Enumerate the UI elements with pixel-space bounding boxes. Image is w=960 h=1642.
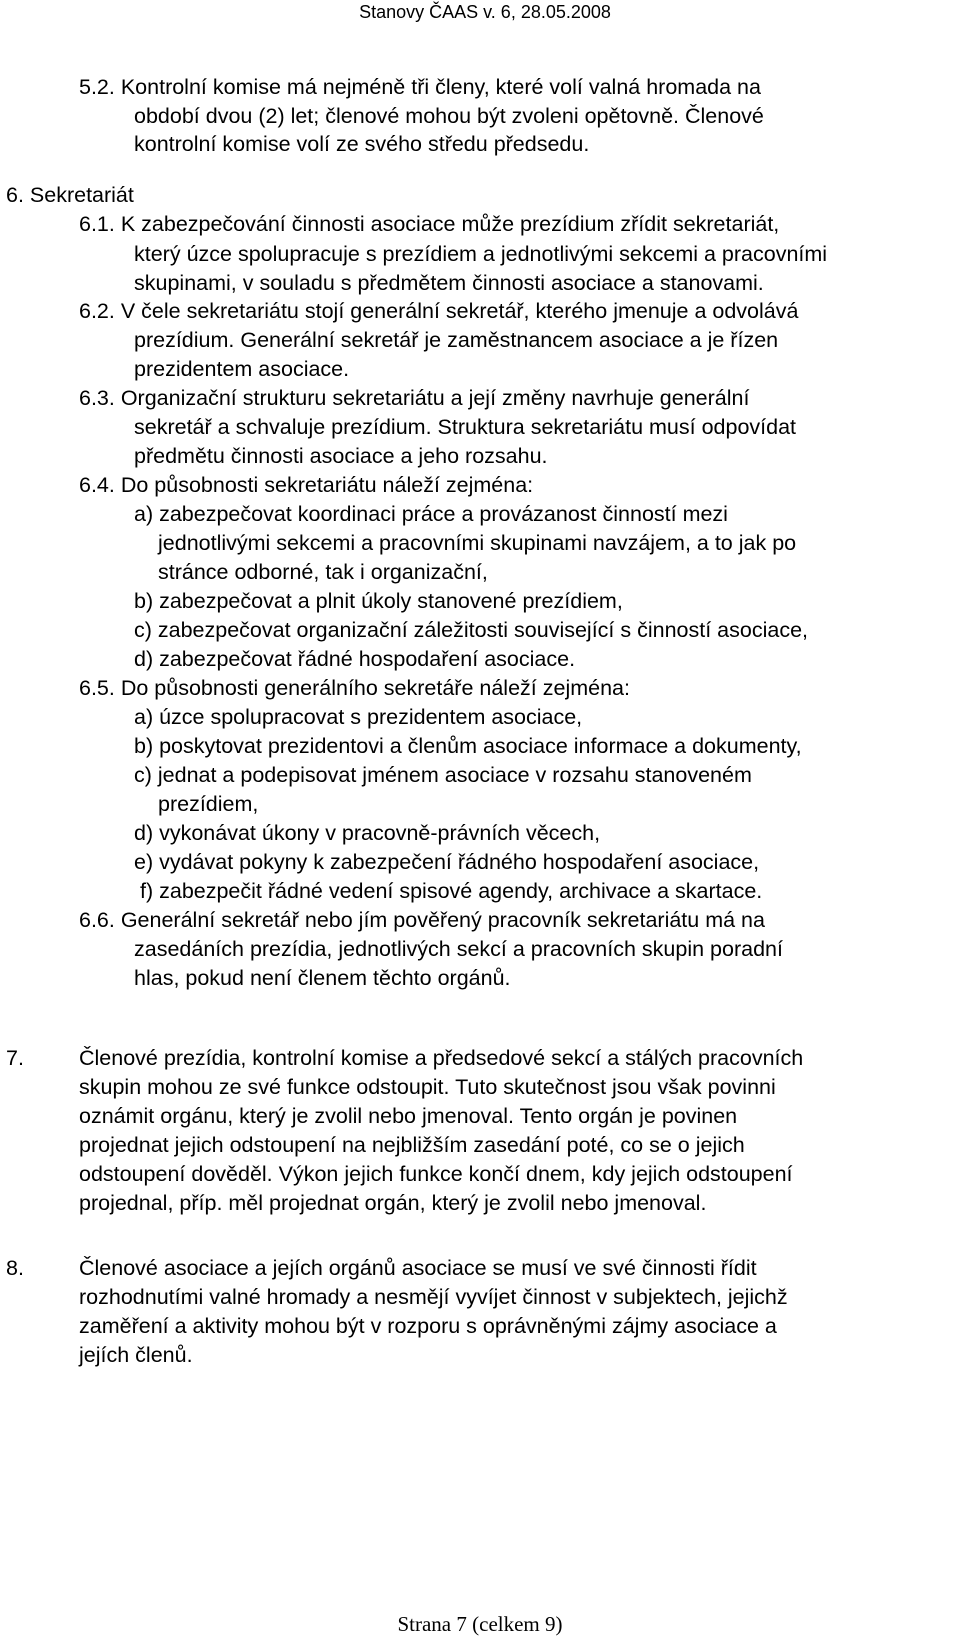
- text-line: prezídiem,: [158, 792, 259, 816]
- text-line: období dvou (2) let; členové mohou být zvoleni opětovně. Členové: [134, 104, 764, 128]
- text-line: odstoupení dověděl. Výkon jejich funkce končí dnem, kdy jejich odstoupení: [79, 1162, 793, 1186]
- text-line: zaměření a aktivity mohou být v rozporu s oprávněnými zájmy asociace a: [79, 1314, 777, 1338]
- text-line: 6.2. V čele sekretariátu stojí generální sekretář, kterého jmenuje a odvolává: [79, 299, 799, 323]
- list-item: c) zabezpečovat organizační záležitosti související s činností asociace,: [134, 618, 808, 642]
- list-item: e) vydávat pokyny k zabezpečení řádného hospodaření asociace,: [134, 850, 760, 874]
- text-line: Členové asociace a jejích orgánů asociace se musí ve své činnosti řídit: [79, 1256, 757, 1280]
- page-footer: Strana 7 (celkem 9): [397, 1612, 563, 1636]
- text-line: skupin mohou ze své funkce odstoupit. Tuto skutečnost jsou však povinni: [79, 1075, 776, 1099]
- text-line: prezidentem asociace.: [134, 357, 350, 381]
- text-line: 6.5. Do působnosti generálního sekretáře náleží zejména:: [79, 676, 630, 700]
- list-item: d) zabezpečovat řádné hospodaření asociace.: [134, 647, 576, 671]
- list-item: b) zabezpečovat a plnit úkoly stanovené prezídiem,: [134, 589, 623, 613]
- list-item: f) zabezpečit řádné vedení spisové agendy, archivace a skartace.: [140, 879, 763, 903]
- text-line: projednal, příp. měl projednat orgán, který je zvolil nebo jmenoval.: [79, 1191, 707, 1215]
- page-header: Stanovy ČAAS v. 6, 28.05.2008: [359, 2, 611, 22]
- text-line: oznámit orgánu, který je zvolil nebo jmenoval. Tento orgán je povinen: [79, 1104, 738, 1128]
- text-line: 5.2. Kontrolní komise má nejméně tři členy, které volí valná hromada na: [79, 75, 761, 99]
- text-line: jejích členů.: [79, 1343, 193, 1367]
- list-item: d) vykonávat úkony v pracovně-právních věcech,: [134, 821, 601, 845]
- text-line: hlas, pokud není členem těchto orgánů.: [134, 966, 511, 990]
- text-line: Členové prezídia, kontrolní komise a předsedové sekcí a stálých pracovních: [79, 1046, 804, 1070]
- section-number: 8.: [6, 1256, 24, 1280]
- list-item: a) úzce spolupracovat s prezidentem asociace,: [134, 705, 583, 729]
- text-line: stránce odborné, tak i organizační,: [158, 560, 488, 584]
- text-line: zasedáních prezídia, jednotlivých sekcí a pracovních skupin poradní: [134, 937, 783, 961]
- list-item: b) poskytovat prezidentovi a členům asociace informace a dokumenty,: [134, 734, 802, 758]
- section-number: 7.: [6, 1046, 24, 1070]
- text-line: jednotlivými sekcemi a pracovními skupinami navzájem, a to jak po: [158, 531, 797, 555]
- text-line: skupinami, v souladu s předmětem činnosti asociace a stanovami.: [134, 271, 764, 295]
- text-line: 6.1. K zabezpečování činnosti asociace může prezídium zřídit sekretariát,: [79, 212, 780, 236]
- text-line: předmětu činnosti asociace a jeho rozsahu.: [134, 444, 548, 468]
- text-line: rozhodnutími valné hromady a nesmějí vyvíjet činnost v subjektech, jejichž: [79, 1285, 788, 1309]
- text-line: 6.6. Generální sekretář nebo jím pověřený pracovník sekretariátu má na: [79, 908, 765, 932]
- text-line: 6.3. Organizační strukturu sekretariátu a její změny navrhuje generální: [79, 386, 750, 410]
- text-line: prezídium. Generální sekretář je zaměstnancem asociace a je řízen: [134, 328, 779, 352]
- text-line: který úzce spolupracuje s prezídiem a jednotlivými sekcemi a pracovními: [134, 242, 828, 266]
- text-line: kontrolní komise volí ze svého středu předsedu.: [134, 132, 590, 156]
- section-heading: 6. Sekretariát: [6, 183, 134, 207]
- text-line: projednat jejich odstoupení na nejbližším zasedání poté, co se o jejich: [79, 1133, 745, 1157]
- text-line: 6.4. Do působnosti sekretariátu náleží zejména:: [79, 473, 534, 497]
- list-item: c) jednat a podepisovat jménem asociace v rozsahu stanoveném: [134, 763, 752, 787]
- text-line: sekretář a schvaluje prezídium. Struktura sekretariátu musí odpovídat: [134, 415, 797, 439]
- list-item: a) zabezpečovat koordinaci práce a provázanost činností mezi: [134, 502, 728, 526]
